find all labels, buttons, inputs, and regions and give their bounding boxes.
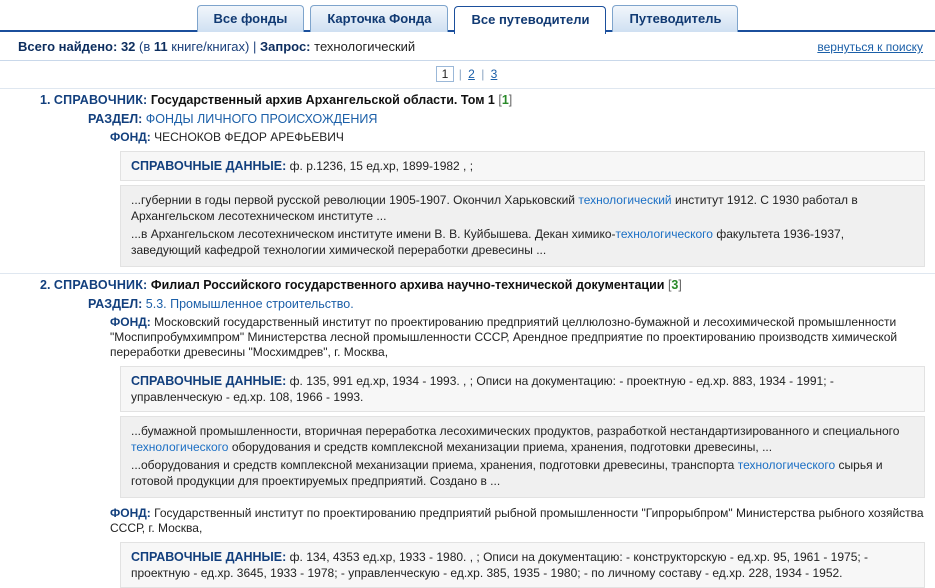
section-row bbox=[0, 110, 935, 128]
tab-all-funds[interactable]: Все фонды bbox=[197, 5, 305, 32]
snippet-line bbox=[131, 226, 914, 258]
result-number: 1. bbox=[40, 93, 51, 107]
result-number: 2. bbox=[40, 278, 51, 292]
pagination bbox=[0, 61, 935, 86]
tab-fund-card[interactable]: Карточка Фонда bbox=[310, 5, 448, 32]
section-value[interactable]: 5.3. Промышленное строительство. bbox=[145, 297, 354, 311]
snippet-line bbox=[131, 457, 914, 489]
books-word: книге/книгах) bbox=[171, 39, 250, 54]
tab-bar bbox=[0, 0, 935, 32]
summary-divider: | bbox=[253, 39, 257, 54]
page-separator-2: | bbox=[481, 67, 485, 81]
result-title[interactable]: Филиал Российского государственного архива научно-технической документации bbox=[150, 278, 665, 292]
result-type-label: СПРАВОЧНИК: bbox=[53, 278, 148, 292]
section-label: РАЗДЕЛ: bbox=[88, 297, 143, 311]
books-open-paren: (в bbox=[139, 39, 151, 54]
result-hit-count: [3] bbox=[667, 278, 682, 292]
tab-all-guides[interactable]: Все путеводители bbox=[454, 6, 606, 34]
page-link-2[interactable]: 2 bbox=[468, 67, 475, 81]
reference-data-label: СПРАВОЧНЫЕ ДАННЫЕ: bbox=[131, 550, 287, 564]
query-label: Запрос: bbox=[260, 39, 311, 54]
page-current[interactable]: 1 bbox=[436, 66, 455, 82]
result-header bbox=[0, 88, 935, 110]
fond-value: ЧЕСНОКОВ ФЕДОР АРЕФЬЕВИЧ bbox=[154, 130, 344, 144]
page-separator-1: | bbox=[458, 67, 462, 81]
result-hit-count-value: 3 bbox=[671, 278, 679, 292]
snippet-text: оборудования и средств комплексной механизации приема, хранения, подготовки древесины, ... bbox=[228, 440, 773, 454]
reference-data-box bbox=[120, 366, 925, 412]
fond-row bbox=[0, 313, 935, 362]
reference-data-label: СПРАВОЧНЫЕ ДАННЫЕ: bbox=[131, 374, 287, 388]
results-summary bbox=[0, 32, 935, 61]
snippet-box bbox=[120, 416, 925, 498]
reference-data-value: ф. р.1236, 15 ед.хр, 1899-1982 , ; bbox=[289, 159, 474, 173]
result-hit-count: [1] bbox=[498, 93, 513, 107]
snippet-highlight: технологического bbox=[615, 227, 713, 241]
tab-guide[interactable]: Путеводитель bbox=[612, 5, 738, 32]
snippet-text: ...губернии в годы первой русской революции 1905-1907. Окончил Харьковский bbox=[131, 193, 579, 207]
reference-data-value: ф. 135, 991 ед.хр, 1934 - 1993. , ; Описи на документацию: - проектную - ед.хр. 883, 1934 - 1991; - управленческую - ед.хр. 108, 1966 - 1993. bbox=[131, 374, 834, 404]
result-header bbox=[0, 273, 935, 295]
back-to-search-link[interactable]: вернуться к поиску bbox=[817, 40, 923, 54]
snippet-highlight: технологического bbox=[131, 440, 229, 454]
fond-row bbox=[0, 128, 935, 147]
page-link-3[interactable]: 3 bbox=[490, 67, 498, 81]
fond-row bbox=[0, 504, 935, 538]
found-count: 32 bbox=[120, 39, 136, 54]
found-label: Всего найдено: bbox=[18, 39, 118, 54]
snippet-text: факультета 1936-1937, заведующий кафедрой технологии химической переработки древесины ... bbox=[131, 227, 845, 257]
query-value: технологический bbox=[314, 39, 416, 54]
snippet-text: институт 1912. С 1930 работал в Архангельском лесотехническом институте ... bbox=[131, 193, 858, 223]
snippet-highlight: технологический bbox=[578, 193, 672, 207]
fond-label: ФОНД: bbox=[110, 315, 151, 329]
fond-label: ФОНД: bbox=[110, 506, 151, 520]
section-row bbox=[0, 295, 935, 313]
result-item bbox=[0, 273, 935, 588]
reference-data-box bbox=[120, 542, 925, 588]
result-type-label: СПРАВОЧНИК: bbox=[53, 93, 148, 107]
reference-data-box bbox=[120, 151, 925, 181]
fond-value: Московский государственный институт по проектированию предприятий целлюлозно-бумажной и лесохимической промышленности "Моспипробумхимпром" Министерства лесной промышленности СССР, Арендное предприятие по проектированию производств химической переработки древесины "Мосхимдрев", г. Москва, bbox=[110, 315, 898, 359]
snippet-text: ...в Архангельском лесотехническом институте имени В. В. Куйбышева. Декан химико- bbox=[131, 227, 616, 241]
section-label: РАЗДЕЛ: bbox=[88, 112, 143, 126]
result-hit-count-value: 1 bbox=[501, 93, 509, 107]
result-title[interactable]: Государственный архив Архангельской области. Том 1 bbox=[150, 93, 495, 107]
snippet-box bbox=[120, 185, 925, 267]
fond-value: Государственный институт по проектированию предприятий рыбной промышленности "Гипрорыбпром" Министерства рыбного хозяйства СССР, г. Москва, bbox=[110, 506, 924, 535]
snippet-line bbox=[131, 423, 914, 455]
snippet-highlight: технологического bbox=[737, 458, 836, 472]
fond-label: ФОНД: bbox=[110, 130, 151, 144]
books-count: 11 bbox=[153, 39, 168, 54]
reference-data-label: СПРАВОЧНЫЕ ДАННЫЕ: bbox=[131, 159, 287, 173]
snippet-text: ...оборудования и средств комплексной механизации приема, хранения, подготовки древесины, транспорта bbox=[131, 458, 738, 472]
snippet-text: ...бумажной промышленности, вторичная переработка лесохимических продуктов, разработкой нестандартизированного и специального bbox=[131, 424, 900, 438]
result-item bbox=[0, 88, 935, 267]
results-list bbox=[0, 86, 935, 588]
section-value[interactable]: ФОНДЫ ЛИЧНОГО ПРОИСХОЖДЕНИЯ bbox=[145, 112, 378, 126]
reference-data-value: ф. 134, 4353 ед.хр, 1933 - 1980. , ; Описи на документацию: - конструкторскую - ед.хр. 95, 1961 - 1975; - проектную - ед.хр. 3645, 1933 - 1978; - управленческую - ед.хр. 385, 1935 - 1980; - по личному составу - ед.хр. 228, 1934 - 1952. bbox=[131, 550, 869, 580]
snippet-text: сырья и готовой продукции для проектируемых предприятий. Создано в ... bbox=[131, 458, 883, 488]
snippet-line bbox=[131, 192, 914, 224]
